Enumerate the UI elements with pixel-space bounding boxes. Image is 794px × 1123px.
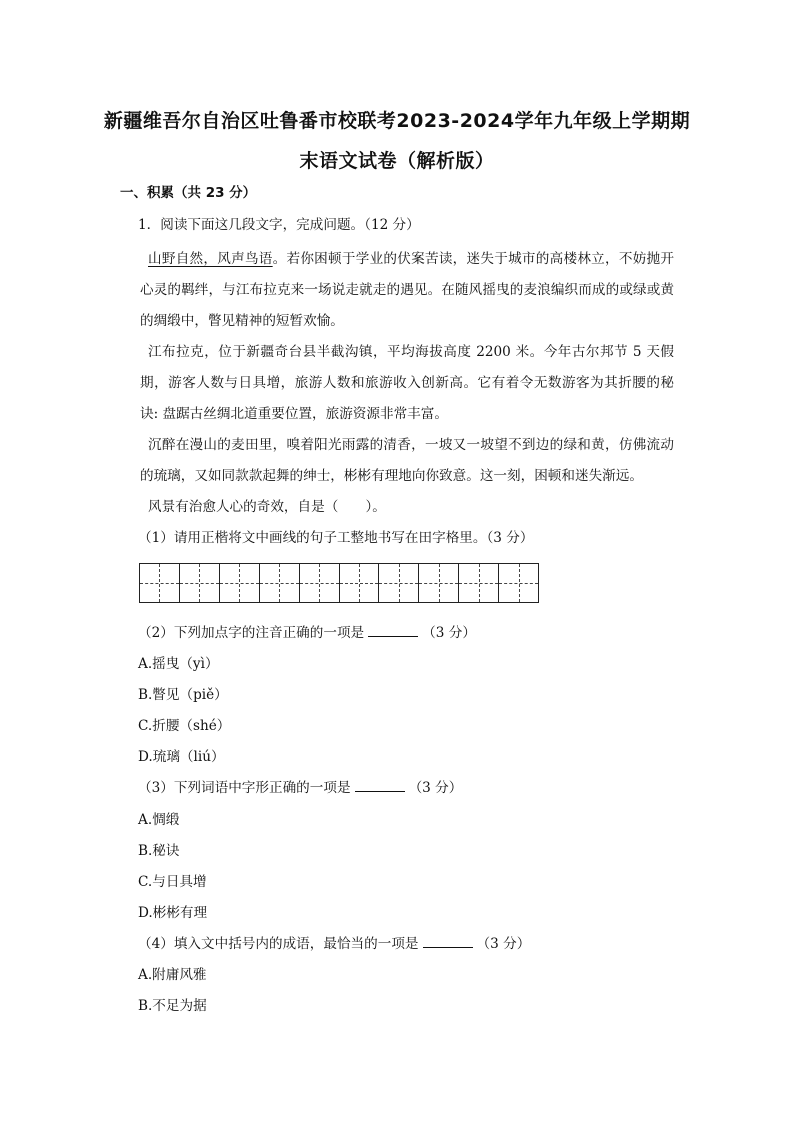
grid-cell[interactable] bbox=[180, 564, 220, 602]
grid-cell[interactable] bbox=[340, 564, 380, 602]
grid-cell[interactable] bbox=[220, 564, 260, 602]
option-3a: A.惆缎 bbox=[138, 812, 180, 828]
sub-question-1: （1）请用正楷将文中画线的句子工整地书写在田字格里。（3 分） bbox=[138, 530, 534, 546]
question-1-stem: 1．阅读下面这几段文字，完成问题。（12 分） bbox=[138, 217, 420, 233]
option-4a: A.附庸风雅 bbox=[138, 967, 207, 983]
paragraph-1-text: 。若你困顿于学业的伏案苦读，迷失于城市的高楼林立，不妨抛开心灵的羁绊，与江布拉克来一场说走就走的遇见。在随风摇曳的麦浪编织而成的或绿或黄的绸缎中，瞥见精神的短暂欢愉。 bbox=[140, 251, 674, 329]
grid-cell[interactable] bbox=[260, 564, 300, 602]
option-2d: D.琉璃（liú） bbox=[138, 749, 225, 765]
sub-question-2-score: （3 分） bbox=[422, 625, 476, 641]
passage-paragraph-4: 风景有治愈人心的奇效，自是（ ）。 bbox=[148, 499, 386, 515]
sub-question-2-text: （2）下列加点字的注音正确的一项是 bbox=[138, 625, 365, 641]
sub-question-4-score: （3 分） bbox=[476, 936, 531, 952]
sub-question-3-text: （3）下列词语中字形正确的一项是 bbox=[138, 780, 351, 796]
option-2b: B.瞥见（piě） bbox=[138, 687, 228, 703]
sub-question-3-score: （3 分） bbox=[408, 780, 463, 796]
section-heading: 一、积累（共 23 分） bbox=[120, 185, 257, 201]
option-2a: A.摇曳（yì） bbox=[138, 656, 219, 672]
sub-question-3 bbox=[138, 779, 462, 797]
sub-question-4-text: （4）填入文中括号内的成语，最恰当的一项是 bbox=[138, 936, 419, 952]
sub-question-4 bbox=[138, 935, 530, 953]
option-4b: B.不足为据 bbox=[138, 998, 207, 1014]
answer-blank[interactable] bbox=[355, 779, 405, 792]
option-3c: C.与日具增 bbox=[138, 874, 207, 890]
answer-blank[interactable] bbox=[423, 935, 473, 948]
grid-cell[interactable] bbox=[140, 564, 180, 602]
passage-paragraph-3: 沉醉在漫山的麦田里，嗅着阳光雨露的清香，一坡又一坡望不到边的绿和黄，仿佛流动的琉璃，又如同款款起舞的绅士，彬彬有理地向你致意。这一刻，困顿和迷失渐远。 bbox=[140, 437, 674, 484]
option-2c: C.折腰（shé） bbox=[138, 718, 231, 734]
underlined-sentence: 山野自然，风声鸟语 bbox=[148, 251, 273, 267]
passage-paragraph-2: 江布拉克，位于新疆奇台县半截沟镇，平均海拔高度 2200 米。今年古尔邦节 5 天假期，游客人数与日具增，旅游人数和旅游收入创新高。它有着令无数游客为其折腰的秘诀: 盘踞古丝绸北道重要位置，旅游资源非常丰富。 bbox=[140, 344, 674, 422]
grid-cell[interactable] bbox=[300, 564, 340, 602]
tianzige-grid[interactable] bbox=[139, 563, 539, 603]
grid-cell[interactable] bbox=[379, 564, 419, 602]
grid-cell[interactable] bbox=[459, 564, 499, 602]
title-line-1: 新疆维吾尔自治区吐鲁番市校联考2023-2024学年九年级上学期期 bbox=[103, 110, 691, 132]
sub-question-2 bbox=[138, 624, 476, 642]
title-line-2: 末语文试卷（解析版） bbox=[299, 150, 495, 172]
grid-cell[interactable] bbox=[499, 564, 538, 602]
option-3d: D.彬彬有理 bbox=[138, 905, 208, 921]
option-3b: B.秘诀 bbox=[138, 843, 180, 859]
passage-paragraph-1 bbox=[140, 244, 674, 337]
grid-cell[interactable] bbox=[419, 564, 459, 602]
answer-blank[interactable] bbox=[368, 624, 418, 637]
